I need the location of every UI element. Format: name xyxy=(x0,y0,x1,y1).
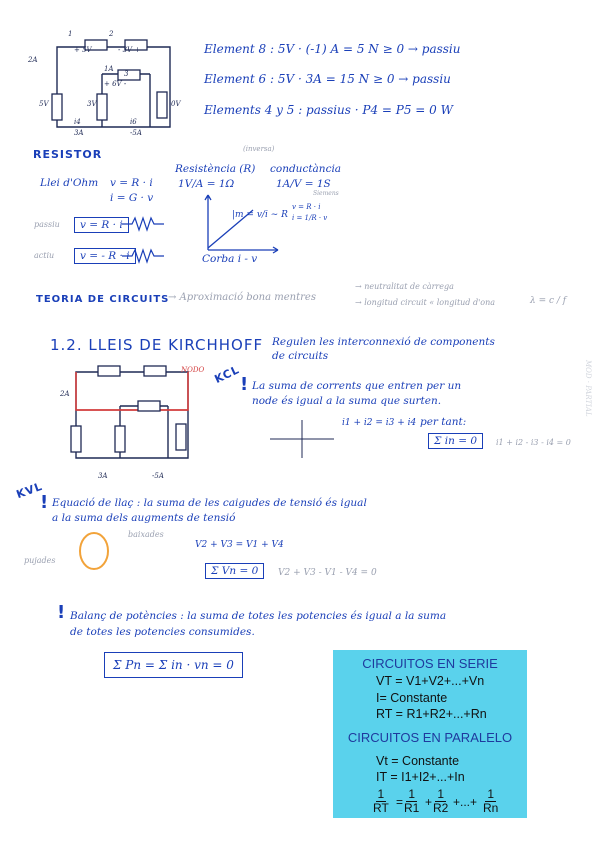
source-label: 5V xyxy=(39,100,49,108)
plus-operator: + xyxy=(425,795,433,809)
fraction-r1: $\frac{1}{R1}$ xyxy=(404,787,420,815)
mid-voltage: + 6V - xyxy=(104,80,127,88)
active-equation: v = - R · i xyxy=(74,248,136,264)
ohm-law-eq-1: v = R · i xyxy=(110,177,153,189)
conductance-unit: 1A/V = 1S xyxy=(276,178,331,190)
kcl-per-tant: per tant: xyxy=(420,416,467,428)
approx-text: → Aproximació bona mentres xyxy=(168,292,316,303)
top-voltage-2: - 3V + xyxy=(118,46,141,54)
resistor-heading: RESISTOR xyxy=(33,148,103,161)
kirchhoff-title: 1.2. LLEIS DE KIRCHHOFF xyxy=(50,336,264,354)
resistor-label-3: 3 xyxy=(124,70,129,78)
loop-down-label: baixades xyxy=(128,530,164,539)
circuit-theory-heading: TEORIA DE CIRCUITS xyxy=(36,294,170,305)
passive-equation: v = R · i xyxy=(74,217,129,233)
ohm-law-label: Llei d'Ohm xyxy=(40,177,99,189)
kvl-line-2: a la suma dels augments de tensió xyxy=(52,512,236,524)
current-label: 1A xyxy=(104,65,114,73)
fraction-rt: $\frac{1}{RT}$ xyxy=(373,787,389,815)
parallel-line: Vt = Constante xyxy=(376,754,460,768)
circuits-summary-box xyxy=(333,650,527,818)
plus-ellipsis-operator: +...+ xyxy=(453,795,478,809)
current-label: i6 xyxy=(130,118,137,126)
kvl-boxed-equation: Σ Vn = 0 xyxy=(205,563,264,579)
equals-operator: = xyxy=(396,795,404,809)
lambda-formula: λ = c / f xyxy=(530,296,567,306)
source-label: 3V xyxy=(87,100,97,108)
elements-4-5-equation: Elements 4 y 5 : passius · P4 = P5 = 0 W xyxy=(204,103,453,117)
resistance-label: Resistència (R) xyxy=(175,163,256,175)
watermark: MOD · PARTIAL xyxy=(584,360,592,417)
curve-label: Corba i - v xyxy=(202,253,258,265)
series-title: CIRCUITOS EN SERIE xyxy=(362,656,498,671)
inverse-note: (inversa) xyxy=(243,145,275,153)
condition-neutrality: → neutralitat de càrrega xyxy=(355,282,454,291)
loop-up-label: pujades xyxy=(24,556,56,565)
resistor-symbols xyxy=(120,206,170,272)
current-label: 2A xyxy=(28,56,38,64)
top-voltage-1: + 5V - xyxy=(74,46,97,54)
kirchhoff-desc-2: de circuits xyxy=(272,350,329,362)
slope-label: |m = v/i ∼ R xyxy=(232,210,288,220)
series-line: I= Constante xyxy=(376,691,448,705)
current-label: i4 xyxy=(74,118,81,126)
kcl-line-2: node és igual a la suma que surten. xyxy=(252,395,442,407)
ohm-law-eq-2: i = G · v xyxy=(110,192,154,204)
kirchhoff-desc-1: Regulen les interconnexió de components xyxy=(272,336,495,348)
passive-label: passiu xyxy=(34,220,60,229)
kcl-tag: KCL xyxy=(212,363,242,386)
kvl-tag: KVL xyxy=(14,479,45,502)
kvl-line-1: Equació de llaç : la suma de les caigudes de tensió és igual xyxy=(52,497,367,509)
active-label: actiu xyxy=(34,251,55,260)
condition-wavelength: → longitud circuit « longitud d'ona xyxy=(355,298,496,307)
power-line-1: Balanç de potències : la suma de totes les potencies és igual a la suma xyxy=(70,610,447,622)
kcl-equation: i1 + i2 = i3 + i4 xyxy=(342,418,417,428)
current-label: 3A xyxy=(74,129,84,137)
kcl-line-1: La suma de corrents que entren per un xyxy=(252,380,462,392)
node-diagram xyxy=(268,418,338,460)
element-8-equation: Element 8 : 5V · (-1) A = 5 N ≥ 0 → passiu xyxy=(204,42,461,56)
resistance-unit: 1V/A = 1Ω xyxy=(178,178,235,190)
parallel-line: IT = I1+I2+...+In xyxy=(376,770,465,784)
exclamation-icon: ! xyxy=(57,602,66,623)
fraction-r2: $\frac{1}{R2}$ xyxy=(433,787,449,815)
node-label: NODO xyxy=(181,366,205,374)
iv-graph xyxy=(198,190,288,255)
power-boxed-equation: Σ Pn = Σ in · vn = 0 xyxy=(104,652,243,678)
graph-fraction: i = 1/R · v xyxy=(292,214,328,222)
power-line-2: de totes les potencies consumides. xyxy=(70,626,255,638)
graph-equation: v = R · i xyxy=(292,203,321,211)
siemens-note: Siemens xyxy=(313,190,339,197)
exclamation-icon: ! xyxy=(40,492,49,513)
fraction-rn: $\frac{1}{Rn}$ xyxy=(483,787,499,815)
series-line: VT = V1+V2+...+Vn xyxy=(376,674,485,688)
parallel-title: CIRCUITOS EN PARALELO xyxy=(347,730,513,745)
circuit-diagram-2 xyxy=(48,360,208,470)
series-line: RT = R1+R2+...+Rn xyxy=(376,707,487,721)
current-label: 2A xyxy=(60,390,70,398)
loop-diagram xyxy=(68,526,120,576)
kcl-result: i1 + i2 - i3 - i4 = 0 xyxy=(496,438,571,447)
kvl-loop-equation: V2 + V3 = V1 + V4 xyxy=(195,540,284,550)
current-label: -5A xyxy=(130,129,142,137)
current-label: 3A xyxy=(98,472,108,480)
kcl-boxed-equation: Σ in = 0 xyxy=(428,433,483,449)
resistor-label-2: 2 xyxy=(109,30,114,38)
kvl-result: V2 + V3 - V1 - V4 = 0 xyxy=(278,568,377,578)
source-label: 0V xyxy=(171,100,181,108)
element-6-equation: Element 6 : 5V · 3A = 15 N ≥ 0 → passiu xyxy=(204,72,451,86)
current-label: -5A xyxy=(152,472,164,480)
resistor-label-1: 1 xyxy=(68,30,73,38)
exclamation-icon: ! xyxy=(240,374,249,395)
conductance-label: conductància xyxy=(270,163,342,175)
